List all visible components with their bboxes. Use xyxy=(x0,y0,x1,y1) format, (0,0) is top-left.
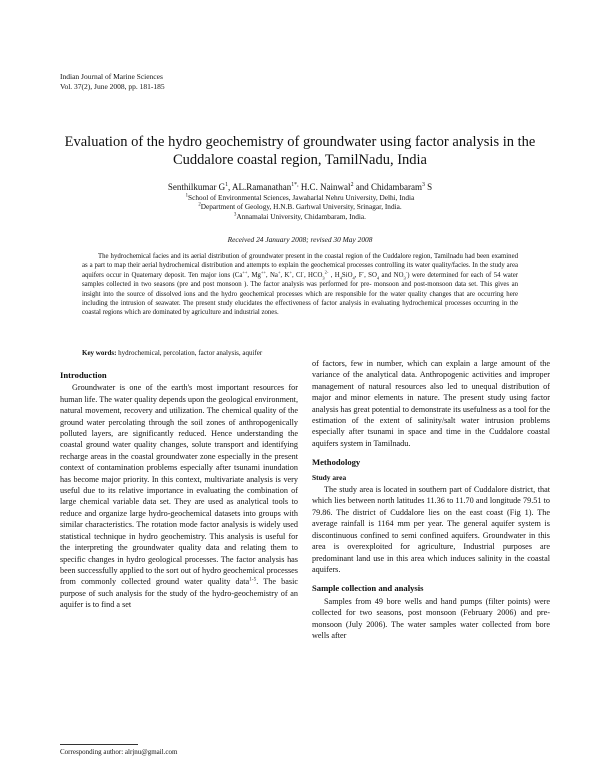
affiliation-2-text: Department of Geology, H.N.B. Garhwal University, Srinagar, India. xyxy=(200,202,402,211)
affiliation-2-sup: 2 xyxy=(198,202,201,208)
affiliation-1 xyxy=(60,193,540,203)
sample-paragraph: Samples from 49 bore wells and hand pumps (filter points) were collected for two seasons, post monsoon (February 2006) and pre-monsoon (July 2006). The water samples water collected from bore wells after xyxy=(312,596,550,640)
abstract-text-11: ) were determined for each of 54 water samples collected in two seasons (pre and post monsoon ). The factor analysis was performed for pre- monsoon and post-monsoon data set. This gives an insight into the source of dissolved ions and the hydro geochemical processes which are responsible for the water quality changes that are occurring here including the intrusion of seawater. The present study elucidates the effectiveness of factor analysis in evaluating hydrochemical processes occurring in the coastal regions which are dominated by agriculture and industrial zones. xyxy=(82,271,518,317)
author-3: H.C. Nainwal xyxy=(298,182,351,192)
author-3-sup: 2 xyxy=(350,182,354,188)
affiliation-3-sup: 3 xyxy=(234,212,237,218)
corresponding-author-footnote: Corresponding author: alrjnu@gmail.com xyxy=(60,748,178,756)
affiliation-3-text: Annamalai University, Chidambaram, India. xyxy=(236,211,366,221)
ion-charge: - xyxy=(302,269,304,275)
ion-charge: 2- xyxy=(324,269,329,275)
received-dates: Received 24 January 2008; revised 30 May 2008 xyxy=(227,235,373,244)
ion-subscript: 4 xyxy=(352,275,355,281)
affiliation-1-sup: 1 xyxy=(185,193,189,199)
left-column xyxy=(60,370,298,611)
intro-text-a: Groundwater is one of the earth's most important resources for human life. The water quality depends upon the geological environment, natural movement, recovery and utilization. The chemical quality of the ground water percolating through the soil zones of anthropogenically polluted layers, are significantly reduced. Hence understanding the coastal ground water quality changes, solute transport and identifying recharge areas in the coastal groundwater zone especially in the present context of contamination problems especially after tsunami inundation has become major priority. In this context, multivariate analysis is very useful due to its relative importance in evaluating the combination of large chemical variable data set. They are used as analytical tools to reduce and organize large hydro-geochemical datasets into groups with similar characteristics. The rotation mode factor analysis is widely used statistical technique in hydro geochemistry. This analysis is useful for the interpreting the groundwater quality data and relating them to specific changes in hydro geological processes. The factor analysis has been successfully applied to the sort out of hydro geochemical processes from commonly collected ground water quality data xyxy=(60,383,298,587)
footnote-rule xyxy=(60,744,138,745)
ion-subscript: 4 xyxy=(339,275,342,281)
keywords-label: Key words: xyxy=(82,349,117,357)
author-4-sup: 3 xyxy=(421,182,425,188)
author-1-sup: 1 xyxy=(225,182,229,188)
abstract-text-9: , SO xyxy=(364,271,377,279)
abstract-text-2: , Mg xyxy=(247,271,261,279)
abstract-text-6: , HCO xyxy=(303,271,323,279)
keywords-text: hydrochemical, percolation, factor analysis, aquifer xyxy=(116,349,263,357)
abstract-text-1: The hydrochemical facies and its aerial distribution of groundwater present in the coastal region of the Cuddalore region, Tamilnadu had been examined as a part to map their aerial hydrochemical distribution and attempts to explain the geochemical processes controlling its water quality/facies. In the study area aquifers occur in Quaternary deposit. Ten major ions (Ca xyxy=(82,253,518,279)
ion-subscript: 3 xyxy=(322,275,325,281)
journal-name: Indian Journal of Marine Sciences xyxy=(60,72,163,81)
author-4: and Chidambaram xyxy=(353,182,422,192)
affiliation-2 xyxy=(60,202,540,212)
author-block xyxy=(60,182,540,221)
author-2: , AL.Ramanathan xyxy=(228,182,292,192)
affiliation-1-text: School of Environmental Sciences, Jawaharlal Nehru University, Delhi, India xyxy=(188,192,415,202)
intro-continuation: of factors, few in number, which can explain a large amount of the variance of the analytical data. Anthropogenic activities and improper management of natural resources also led to unequal distribution of major and minor elements in nature. The present study using factor analysis has great potential to demonstrate its usefulness as a tool for the estimation of the extent of salinity/salt water intrusion problems especially after tsunami in space and time in the Cuddalore coastal aquifers system in Tamilnadu. xyxy=(312,359,550,448)
section-heading-sample-collection: Sample collection and analysis xyxy=(312,583,424,594)
author-1: Senthilkumar G xyxy=(167,182,226,192)
abstract-text-10: and NO xyxy=(379,271,404,279)
abstract xyxy=(82,252,518,318)
abstract-text-7b: SiO xyxy=(341,271,353,279)
study-area-paragraph: The study area is located in southern part of Cuddalore district, that which lies between north latitudes 11.36 to 11.70 and longitude 79.51 to 79.86. The district of Cuddalore lies on the east coast (Fig 1). The average rainfall is 1164 mm per year. The general aquifer system is discontinuous confined to semi confined aquifers. Groundwater in this area is overexploited for agriculture, Industrial purposes are predominant land use in this area which induces salinity in the coastal aquifers. xyxy=(312,485,550,574)
abstract-text-3: , Na xyxy=(265,271,278,279)
ion-charge: + xyxy=(277,269,281,275)
ion-charge: ++ xyxy=(242,269,248,275)
subsection-study-area: Study area xyxy=(312,472,347,482)
author-list xyxy=(60,182,540,193)
intro-text-b: . The basic purpose of such analysis for the study of the hydro-geochemistry of an aquifer is to find a set xyxy=(60,577,298,610)
paper-title: Evaluation of the hydro geochemistry of groundwater using factor analysis in the Cuddalore coastal region, TamilNadu, India xyxy=(64,134,536,168)
section-heading-methodology: Methodology xyxy=(312,457,361,468)
ion-subscript: 4 xyxy=(376,275,380,281)
ion-subscript: 3 xyxy=(403,275,406,281)
intro-paragraph xyxy=(60,382,298,610)
ion-charge: ++ xyxy=(260,269,266,275)
author-2-sup: 1*, xyxy=(291,182,299,188)
ion-charge: - xyxy=(405,269,408,275)
abstract-text-8: , F xyxy=(354,271,363,279)
abstract-text-5: , Cl xyxy=(291,271,303,279)
abstract-text-7: , H xyxy=(328,271,340,279)
keywords xyxy=(82,349,518,357)
ion-charge: + xyxy=(289,269,292,275)
author-4-tail: S xyxy=(424,182,433,192)
journal-volume: Vol. 37(2), June 2008, pp. 181-185 xyxy=(60,81,165,91)
citation-sup: 1-5 xyxy=(249,576,257,583)
right-column xyxy=(312,358,550,641)
section-heading-introduction: Introduction xyxy=(60,370,107,380)
affiliation-3 xyxy=(60,212,540,222)
journal-header xyxy=(60,72,165,91)
abstract-text-4: , K xyxy=(280,271,290,279)
ion-charge: - xyxy=(362,269,365,275)
